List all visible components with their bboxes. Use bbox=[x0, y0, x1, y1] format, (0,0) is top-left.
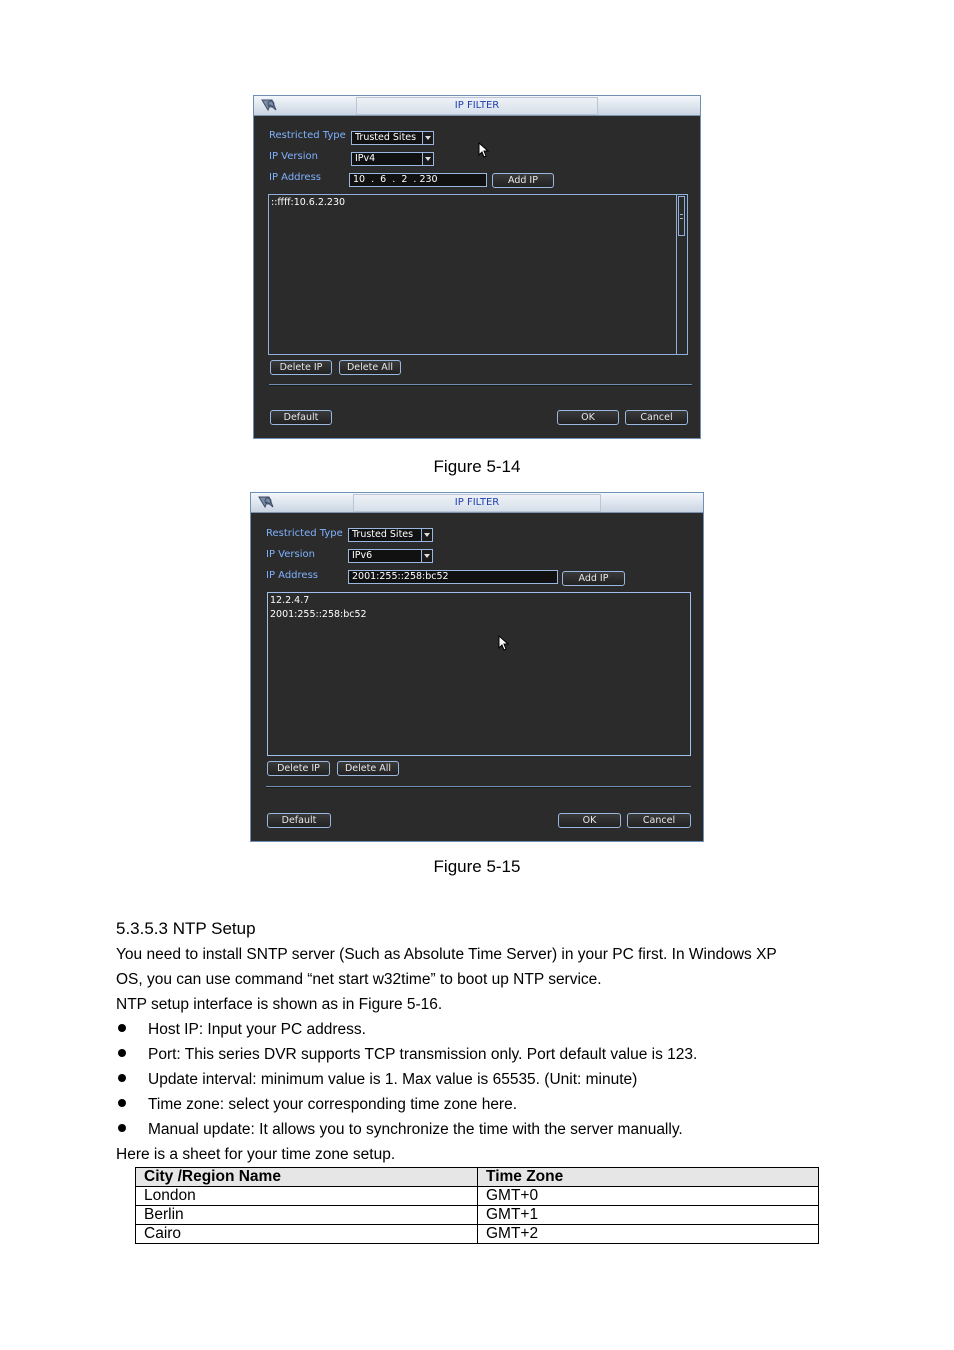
ip-version-value: IPv4 bbox=[355, 153, 376, 164]
chevron-down-icon[interactable] bbox=[422, 153, 433, 165]
ip-address-label: IP Address bbox=[269, 172, 321, 183]
paragraph: Here is a sheet for your time zone setup. bbox=[116, 1146, 396, 1163]
chevron-down-icon[interactable] bbox=[422, 132, 433, 144]
ip-version-select[interactable] bbox=[351, 152, 434, 166]
bullet-icon bbox=[118, 1099, 126, 1107]
ok-button[interactable]: OK bbox=[557, 410, 619, 425]
bullet-text: Host IP: Input your PC address. bbox=[148, 1021, 366, 1038]
delete-all-button[interactable]: Delete All bbox=[337, 761, 399, 776]
dialog-title: IP FILTER bbox=[353, 494, 601, 512]
bullet-icon bbox=[118, 1024, 126, 1032]
table-row bbox=[136, 1187, 819, 1206]
restricted-type-label: Restricted Type bbox=[266, 528, 343, 539]
ip-address-label: IP Address bbox=[266, 570, 318, 581]
cancel-button[interactable]: Cancel bbox=[627, 813, 691, 828]
list-item bbox=[118, 1092, 517, 1117]
bullet-text: Port: This series DVR supports TCP transmission only. Port default value is 123. bbox=[148, 1046, 698, 1063]
mouse-cursor-icon bbox=[498, 635, 510, 651]
ip-version-value: IPv6 bbox=[352, 550, 373, 561]
column-header: City /Region Name bbox=[136, 1168, 478, 1187]
dialog-titlebar bbox=[254, 96, 700, 116]
app-logo-icon bbox=[257, 495, 275, 509]
table-cell: London bbox=[136, 1187, 478, 1206]
delete-all-button[interactable]: Delete All bbox=[339, 360, 401, 375]
list-item bbox=[118, 1017, 366, 1042]
restricted-type-select[interactable] bbox=[351, 131, 434, 145]
scrollbar[interactable] bbox=[676, 195, 686, 354]
default-button[interactable]: Default bbox=[270, 410, 332, 425]
bullet-icon bbox=[118, 1124, 126, 1132]
delete-ip-button[interactable]: Delete IP bbox=[270, 360, 332, 375]
cancel-button[interactable]: Cancel bbox=[625, 410, 688, 425]
table-row bbox=[136, 1225, 819, 1244]
bullet-text: Time zone: select your corresponding time zone here. bbox=[148, 1096, 518, 1113]
table-cell: GMT+1 bbox=[478, 1206, 819, 1225]
bullet-text: Manual update: It allows you to synchronize the time with the server manually. bbox=[148, 1121, 683, 1138]
ip-address-input[interactable]: 2001:255::258:bc52 bbox=[348, 570, 558, 584]
list-item[interactable]: ::ffff:10.6.2.230 bbox=[271, 197, 346, 208]
ip-filter-dialog-ipv4 bbox=[253, 95, 701, 439]
divider bbox=[269, 384, 692, 386]
restricted-type-select[interactable] bbox=[348, 528, 433, 542]
section-heading: 5.3.5.3 NTP Setup bbox=[116, 919, 256, 938]
ip-address-input[interactable]: 10 . 6 . 2 . 230 bbox=[349, 173, 487, 187]
bullet-icon bbox=[118, 1049, 126, 1057]
table-cell: GMT+2 bbox=[478, 1225, 819, 1244]
bullet-icon bbox=[118, 1074, 126, 1082]
table-row bbox=[136, 1206, 819, 1225]
table-cell: Cairo bbox=[136, 1225, 478, 1244]
chevron-down-icon[interactable] bbox=[421, 550, 432, 562]
bullet-text: Update interval: minimum value is 1. Max value is 65535. (Unit: minute) bbox=[148, 1071, 638, 1088]
add-ip-button[interactable]: Add IP bbox=[562, 571, 625, 586]
ip-version-label: IP Version bbox=[269, 151, 318, 162]
list-item[interactable]: 12.2.4.7 bbox=[270, 595, 310, 606]
add-ip-button[interactable]: Add IP bbox=[492, 173, 554, 188]
chevron-down-icon[interactable] bbox=[421, 529, 432, 541]
timezone-table bbox=[135, 1167, 819, 1244]
paragraph: NTP setup interface is shown as in Figure 5-16. bbox=[116, 996, 443, 1013]
list-item[interactable]: 2001:255::258:bc52 bbox=[270, 609, 367, 620]
paragraph: OS, you can use command “net start w32time” to boot up NTP service. bbox=[116, 971, 602, 988]
ip-list[interactable] bbox=[268, 194, 688, 355]
ok-button[interactable]: OK bbox=[558, 813, 621, 828]
table-cell: GMT+0 bbox=[478, 1187, 819, 1206]
restricted-type-label: Restricted Type bbox=[269, 130, 346, 141]
column-header: Time Zone bbox=[478, 1168, 819, 1187]
dialog-title: IP FILTER bbox=[356, 97, 598, 115]
ip-list[interactable] bbox=[267, 592, 691, 756]
figure-caption: Figure 5-15 bbox=[433, 857, 521, 876]
table-header-row bbox=[136, 1168, 819, 1187]
list-item bbox=[118, 1042, 697, 1067]
mouse-cursor-icon bbox=[478, 142, 490, 158]
scrollbar-thumb[interactable] bbox=[678, 196, 685, 236]
divider bbox=[266, 786, 691, 788]
list-item bbox=[118, 1117, 683, 1142]
default-button[interactable]: Default bbox=[267, 813, 331, 828]
restricted-type-value: Trusted Sites bbox=[352, 529, 414, 540]
ip-filter-dialog-ipv6 bbox=[250, 492, 704, 842]
table-cell: Berlin bbox=[136, 1206, 478, 1225]
app-logo-icon bbox=[260, 98, 278, 112]
delete-ip-button[interactable]: Delete IP bbox=[267, 761, 330, 776]
restricted-type-value: Trusted Sites bbox=[355, 132, 417, 143]
ip-version-select[interactable] bbox=[348, 549, 433, 563]
dialog-titlebar bbox=[251, 493, 703, 513]
list-item bbox=[118, 1067, 637, 1092]
figure-caption: Figure 5-14 bbox=[433, 457, 521, 476]
paragraph: You need to install SNTP server (Such as Absolute Time Server) in your PC first. In Windows XP bbox=[116, 946, 777, 963]
ip-version-label: IP Version bbox=[266, 549, 315, 560]
